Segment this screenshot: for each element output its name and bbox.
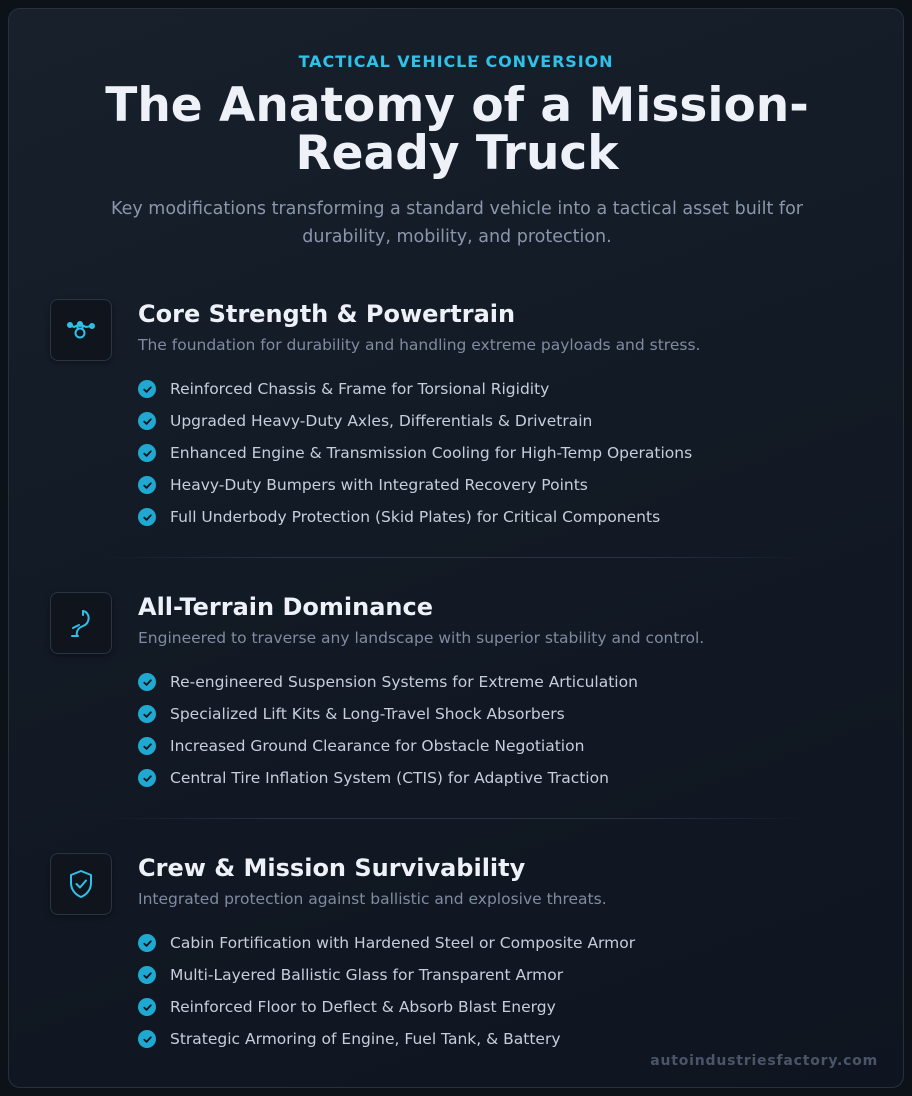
list-item-text: Heavy-Duty Bumpers with Integrated Recovery Points [170,476,588,494]
list-item [138,405,692,437]
eyebrow-label: TACTICAL VEHICLE CONVERSION [298,52,614,71]
check-circle-icon [138,705,156,723]
list-item-text: Reinforced Floor to Deflect & Absorb Blast Energy [170,998,556,1016]
list-item [138,1023,635,1055]
list-item-text: Re-engineered Suspension Systems for Extreme Articulation [170,673,638,691]
section-title: Core Strength & Powertrain [138,300,516,328]
check-circle-icon [138,934,156,952]
section-description: Engineered to traverse any landscape with superior stability and control. [138,629,705,647]
list-item [138,762,638,794]
check-circle-icon [138,444,156,462]
list-item [138,991,635,1023]
check-circle-icon [138,412,156,430]
list-item-text: Multi-Layered Ballistic Glass for Transparent Armor [170,966,564,984]
section-title: Crew & Mission Survivability [138,854,526,882]
list-item [138,666,638,698]
page-subtitle: Key modifications transforming a standard vehicle into a tactical asset built for durability, mobility, and protection. [111,199,803,247]
list-item-text: Central Tire Inflation System (CTIS) for Adaptive Traction [170,769,609,787]
list-item [138,959,635,991]
check-circle-icon [138,769,156,787]
feature-list [138,927,635,1055]
check-circle-icon [138,966,156,984]
check-circle-icon [138,737,156,755]
infographic-card [8,8,904,1088]
list-item-text: Increased Ground Clearance for Obstacle Negotiation [170,737,585,755]
list-item [138,501,692,533]
check-circle-icon [138,508,156,526]
section-divider [99,557,815,558]
list-item [138,437,692,469]
list-item-text: Specialized Lift Kits & Long-Travel Shock Absorbers [170,705,565,723]
shield-check-icon [50,853,112,915]
list-item-text: Full Underbody Protection (Skid Plates) for Critical Components [170,508,661,526]
list-item-text: Cabin Fortification with Hardened Steel or Composite Armor [170,934,636,952]
list-item [138,469,692,501]
list-item [138,730,638,762]
gear-chain-icon [50,299,112,361]
list-item-text: Enhanced Engine & Transmission Cooling for High-Temp Operations [170,444,693,462]
list-item [138,373,692,405]
list-item [138,927,635,959]
section-title: All-Terrain Dominance [138,593,433,621]
list-item [138,698,638,730]
check-circle-icon [138,476,156,494]
suspension-spring-icon [50,592,112,654]
page-title: The Anatomy of a Mission-Ready Truck [105,78,809,181]
check-circle-icon [138,380,156,398]
list-item-text: Reinforced Chassis & Frame for Torsional Rigidity [170,380,550,398]
check-circle-icon [138,673,156,691]
list-item-text: Strategic Armoring of Engine, Fuel Tank, & Battery [170,1030,561,1048]
list-item-text: Upgraded Heavy-Duty Axles, Differentials & Drivetrain [170,412,593,430]
feature-list [138,373,692,533]
check-circle-icon [138,998,156,1016]
section-description: The foundation for durability and handling extreme payloads and stress. [138,336,701,354]
footer-site-link[interactable]: autoindustriesfactory.com [650,1053,878,1069]
section-divider [99,818,815,819]
section-description: Integrated protection against ballistic and explosive threats. [138,890,607,908]
check-circle-icon [138,1030,156,1048]
feature-list [138,666,638,794]
